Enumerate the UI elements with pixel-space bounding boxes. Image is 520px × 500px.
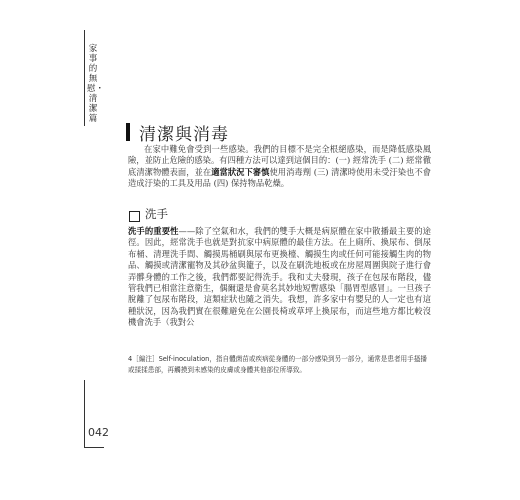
top-margin-rule xyxy=(84,30,85,126)
section-marker xyxy=(126,123,130,141)
subsection-title: 洗手 xyxy=(145,207,168,221)
page-number-rule xyxy=(84,447,104,448)
intro-paragraph xyxy=(128,144,431,190)
handwashing-text: ——除了空氣和水，我們的雙手大概是病原體在家中散播最主要的途徑。因此，經常洗手也就是對抗家中病原體的最佳方法。在上廁所、換尿布、倒尿布桶、清理洗手間、觸摸馬桶刷與尿布更換檯、觸摸生肉或任何可能接觸生肉的物品、觸摸或清潔寵物及其砂盆與籠子，以及在刷洗地板或在房屋周圍與院子進行會弄髒身體的工作之後，我們都要記得洗手。我和丈夫發現，孩子在包尿布階段，儘管我們已相當注意衛生，偶爾還是會莫名其妙地短暫感染「腸胃型感冒」。一旦孩子脫離了包尿布階段，這類症狀也隨之消失。我想，許多家中有嬰兒的人一定也有這種狀況，因為我們實在很難避免在公園長椅或草坪上換尿布，而這些地方都比較沒機會洗手（我對公 xyxy=(128,226,431,328)
running-title: 家事的無慰・清潔篇 xyxy=(87,44,105,124)
intro-text-2: 使用消毒劑 (三) 清潔時使用未受汙染也不會造成汙染的工具及用品 (四) 保持物品乾燥。 xyxy=(128,166,431,189)
page-number: 042 xyxy=(88,426,109,439)
bottom-margin-rule xyxy=(84,380,85,448)
intro-text-1: 在家中難免會受到一些感染。我們的目標不是完全根絕感染，而是降低感染風險，並防止危險的感染。有四種方法可以達到這個目的：(一) 經常洗手 (二) 經常徹底清潔物體表面，並在 xyxy=(128,144,431,177)
subsection-box-icon xyxy=(129,211,140,222)
handwashing-lead: 洗手的重要性 xyxy=(128,226,179,236)
intro-bold-text: 適當狀況下審慎 xyxy=(211,166,270,177)
handwashing-paragraph xyxy=(128,226,431,329)
footnote: 4［編注］Self-inoculation，指自體菌苗或疾病從身體的一部分感染到另一部分，通常是患者用手搔播或揉揉患部，再觸摸到未感染的皮膚或身體其他部位所導致。 xyxy=(128,355,427,374)
section-title: 清潔與消毒 xyxy=(139,125,229,145)
